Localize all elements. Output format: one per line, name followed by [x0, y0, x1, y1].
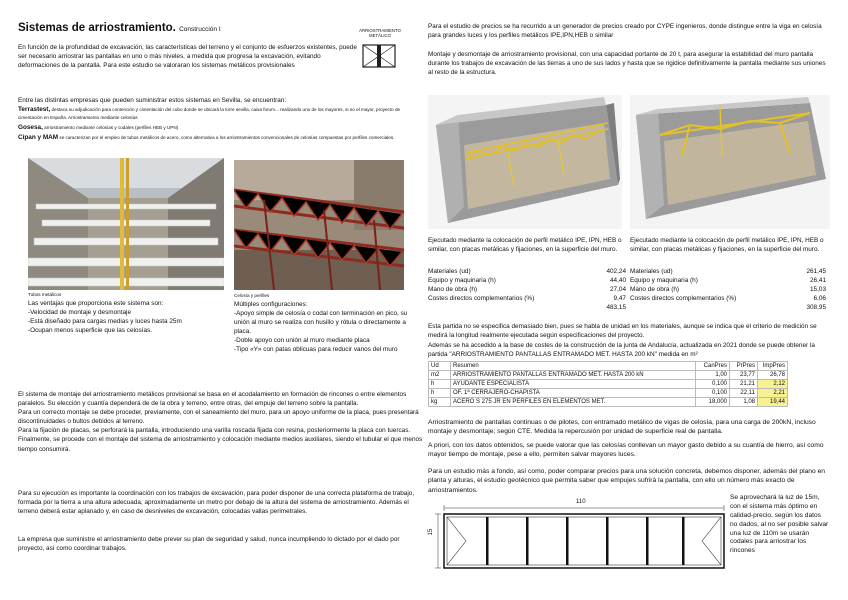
execution-text: Para su ejecución es importante la coordinación con los trabajos de excavación, para poder disponer de una correcta plataforma de trabajo, formada por la tierra a una altura adecuada, aproximadamente un metro por debajo de la altura del sistema de arriostramiento. Además el terreno deberá estar aplanado y, en caso de desniveles de excavación, colocadas vallas perimetrales.	[18, 490, 415, 516]
cell: Materiales (ud)	[428, 268, 471, 275]
cell: Mano de obra (h)	[428, 285, 478, 293]
caption-b: Ejecutado mediante la colocación de perfil metálico IPE, IPN, HEB o similar, con placas metálicas y fijaciones, en la superficie del muro.	[630, 237, 824, 254]
header-cell: CanPres	[696, 362, 730, 371]
cell: 23,77	[730, 371, 758, 380]
bracing-plan-drawing	[428, 498, 728, 574]
photo1-caption: Tubos metálicos	[28, 292, 62, 297]
cell: Costes directos complementarios (%)	[428, 294, 535, 302]
advantages-title: Las ventajas que proporciona este sistema son:	[28, 300, 164, 307]
table-row	[630, 295, 826, 304]
cell: Mano de obra (h)	[630, 285, 680, 293]
companies-list	[18, 105, 418, 143]
dim-top-label: 110	[576, 499, 586, 505]
header-cell: Ud	[429, 362, 451, 371]
cell: 0,100	[696, 389, 730, 398]
measurement-note: Esta partida no se especifica demasiado bien, pues se habla de unidad en los materiales, aunque se indica que el criterio de medición se medirá la longitud realmente ejecutada según especificaciones del proyecto.	[428, 323, 817, 340]
table-row	[428, 277, 626, 286]
advantage-item: -Velocidad de montaje y desmontaje	[28, 309, 132, 317]
cell: 18,000	[696, 398, 730, 407]
header-cell: ImpPres	[758, 362, 788, 371]
advantage-item: -Ocupan menos superficie que las celosías.	[28, 327, 152, 335]
cell: 2,21	[758, 389, 788, 398]
bracing-plan-icon: ARRIOSTRAMIENTO METÁLICO	[354, 28, 414, 68]
table-row	[428, 268, 626, 277]
company-gosesa: Gosesa, arriostramiento mediante celosías y codales (perfiles HEB y UPN)	[18, 123, 179, 131]
cell: ACERO S 275 JR EN PERFILES EN ELEMENTOS MET.	[451, 398, 696, 407]
para-saneamiento: Para un correcto montaje se debe proceder, previamente, con el saneamiento del muro, para un apoyo uniforme de la placa, pues presentará discontinuidades o bultos debidos al terreno.	[18, 409, 419, 426]
cell: 1,00	[696, 371, 730, 380]
safety-text: La empresa que suministre el arriostramiento debe prever su plan de seguridad y salud, nunca incumpliendo lo dictado por el dado por proyecto, así como coordinar trabajos.	[18, 536, 400, 553]
cell: 15,03	[810, 285, 826, 293]
total-cell: 483,15	[606, 303, 626, 311]
table-row	[428, 295, 626, 304]
further-study-text: Para un estudio más a fondo, así como, poder comparar precios para una solución concreta, debemos disponer, además del plano en planta y alturas, el estudio geotécnico que permita saber que empujes sufrirá la pantalla, con ello un número más exacto de arriostramientos.	[428, 468, 826, 494]
cell: 44,40	[610, 276, 626, 284]
comparison-text: A priori, con los datos obtenidos, se puede valorar que las celosías conllevan un mayor gasto debido a su cuantía de hierro, así como mayor tiempo de montaje, pese a ello, permiten salvar mayores luces.	[428, 442, 824, 459]
para-montaje: El sistema de montaje del arriostramiento metálicos provisional se basa en el acodalamiento en formación de rincones o entre elementos paralelos. Su elección y cuantía dependerá de de la obra y terreno, entre otras, del empuje del terreno sobre la pantalla.	[18, 391, 407, 408]
cell: 261,45	[806, 268, 826, 275]
cell: Equipo y maquinaria (h)	[630, 276, 698, 284]
cell: AYUDANTE ESPECIALISTA	[451, 380, 696, 389]
table-row	[429, 380, 788, 389]
cell: Materiales (ud)	[630, 268, 673, 275]
cell: h	[429, 389, 451, 398]
cell: 19,44	[758, 398, 788, 407]
cell: 26,41	[810, 276, 826, 284]
table-row	[428, 286, 626, 295]
cell: 6,06	[813, 294, 826, 302]
cell: 1,08	[730, 398, 758, 407]
table-row	[630, 304, 826, 313]
caption-a: Ejecutado mediante la colocación de perfil metálico IPE, IPN, HEB o similar, con placas metálicas y fijaciones, en la superficie del muro.	[428, 237, 622, 254]
arriostramiento-description: Arriostramiento de pantallas continuas o de pilotes, con entramado metálico de vigas de celosía, para una carga de 200kN, incluso montaje y desmontaje; según CTE. Medida la repercusión por unidad de superficie real de pantalla.	[428, 419, 816, 436]
cell	[428, 304, 595, 313]
cell: OF. 1ª CERRAJERO-CHAPISTA	[451, 389, 696, 398]
junta-note: Además se ha accedido a la base de costes de la construcción de la junta de Andalucía, actualizada en 2021 donde se puede obtener la partida "ARRIOSTRAMIENTO PANTALLAS ENTRAMADO MET. HASTA 200 kN" medida en m²	[428, 342, 815, 359]
table-row	[429, 389, 788, 398]
table-row	[630, 268, 826, 277]
cell: m2	[429, 371, 451, 380]
header-cell: Resumen	[451, 362, 696, 371]
assembly-description: Montaje y desmontaje de arriostramiento provisional, con una capacidad portante de 20 t, para asegurar la estabilidad del muro pantalla durante los trabajos de excavación de las tierras a uno de sus lados y hasta que se rigidice definitivamente la pantalla mediante sus uniones al resto de la estructura.	[428, 51, 826, 77]
cell: 26,78	[758, 371, 788, 380]
cell: 0,100	[696, 380, 730, 389]
cell: Equipo y maquinaria (h)	[428, 276, 496, 284]
cell: 22,11	[730, 389, 758, 398]
assembly-text	[18, 390, 424, 454]
header-cell: PrPres	[730, 362, 758, 371]
cell	[630, 304, 796, 313]
photo-tubular-struts	[28, 158, 224, 290]
company-cipan: Cipan y MAM se caracterizan por el empleo de tubos metálicos de acero, como alternativa a los arriostramientos convencionales de celosías compuestas por perfiles comerciales.	[18, 134, 395, 142]
side-note: Se aprovechará la luz de 15m, con el sistema más óptimo en calidad-precio, según los datos no dados, al no ser posible salvar una luz de 110m se usarán codales para arriostrar los rincones	[730, 494, 829, 555]
companies-intro: Entre las distintas empresas que pueden suministrar estos sistemas en Sevilla, se encuentran:	[18, 97, 287, 104]
tubular-advantages	[28, 299, 228, 335]
para-final: Finalmente, se procede con el montaje del sistema de arriostramiento y colocación mediante medios auxiliares, siendo el tubular el que menos tiempo consumirá.	[18, 436, 423, 453]
total-cell: 308,95	[806, 303, 826, 311]
configuration-item: -Apoyo simple de celosía o codal con terminación en pico, su unión al muro se realiza con husillo y rótula o directamente a placa.	[234, 310, 408, 336]
para-fijacion: Para la fijación de placas, se perforará la pantalla, introduciendo una varilla roscada fijada con resina, posteriormente la placa con tuercas.	[18, 427, 411, 435]
photo2-caption: Celosía y perfiles	[234, 293, 270, 298]
company-terrastest: Terrastest, destaca su adjudicación para contención y cimentación del cubo donde se ubicará la torre sevilla. caixa forum... realizando uno de los mayores, si no el mayor, proyecto de cimentación en España. Arriostramiento mediante celosías	[18, 106, 401, 120]
cell: ARRIOSTRAMIENTO PANTALLAS ENTRAMADO MET. HASTA 200 kN	[451, 371, 696, 380]
materials-table-b	[630, 268, 826, 313]
table-row	[630, 277, 826, 286]
table-row	[429, 398, 788, 407]
lattice-configurations	[234, 300, 410, 355]
photo-lattice-girders	[234, 160, 404, 290]
cell: h	[429, 380, 451, 389]
table-row	[428, 304, 626, 313]
cype-intro: Para el estudio de precios se ha recurrido a un generador de precios creado por CYPE ingenieros, donde distingue entre la viga en celosía para grandes luces y los perfiles metálicos IPE,IPN,HEB o similar	[428, 23, 822, 40]
price-table	[428, 361, 788, 407]
cell: kg	[429, 398, 451, 407]
dim-left-label: 15	[428, 528, 435, 536]
table-row	[429, 371, 788, 380]
table-header-row	[429, 362, 788, 371]
render-struts-b	[630, 95, 830, 229]
page-title: Sistemas de arriostramiento. Construcción I	[18, 22, 221, 34]
configuration-item: -Doble apoyo con unión al muro mediante placa	[234, 337, 370, 345]
materials-table-a	[428, 268, 626, 313]
table-row	[630, 286, 826, 295]
cell: 21,21	[730, 380, 758, 389]
configuration-item: -Tipo «Y» con patas oblicuas para reducir vanos del muro	[234, 346, 398, 354]
advantage-item: -Está diseñado para cargas medias y luces hasta 25m	[28, 318, 182, 326]
cell: Costes directos complementarios (%)	[630, 294, 737, 302]
cell: 402,24	[606, 268, 626, 275]
render-struts-a	[428, 95, 622, 229]
configurations-title: Múltiples configuraciones:	[234, 301, 308, 308]
intro-text: En función de la profundidad de excavación, las características del terreno y el conjunto de esfuerzos existentes, puede ser necesario arriostrar las pantallas en uno o más niveles, a medida que progresa la excavación, evitando deformaciones de la pantalla. Para este estudio se valoraran los sistemas metálicos provisionales	[18, 44, 357, 70]
cell: 9,47	[613, 294, 626, 302]
cell: 27,04	[610, 285, 626, 293]
cell: 2,12	[758, 380, 788, 389]
